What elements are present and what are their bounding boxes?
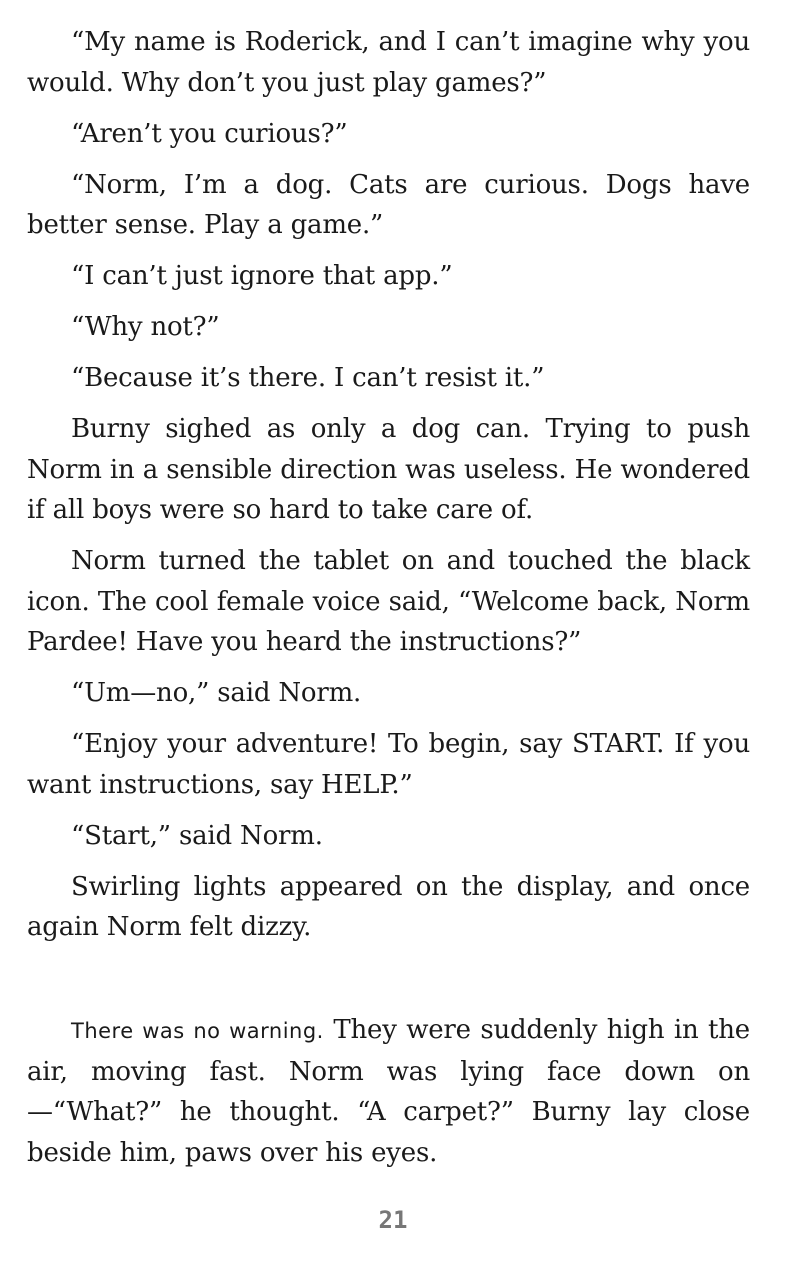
paragraph: “I can’t just ignore that app.”	[71, 261, 453, 291]
paragraph: “Because it’s there. I can’t resist it.”	[71, 363, 545, 393]
paragraph: Swirling lights appeared on the display, and once again Norm felt dizzy.	[27, 871, 750, 942]
page-number: 21	[378, 1206, 408, 1234]
paragraph: “Start,” said Norm.	[71, 820, 323, 851]
paragraph: “My name is Roderick, and I can’t imagine why you would. Why don’t you just play games?”	[27, 27, 750, 98]
paragraph: Norm turned the tablet on and touched the black icon. The cool female voice said, “Welcome back, Norm Pardee! Have you heard the instructions?”	[27, 546, 750, 657]
paragraph: “Aren’t you curious?”	[71, 118, 348, 149]
small-caps-lead-in: There was no warning.	[71, 1019, 324, 1043]
paragraph: “Norm, I’m a dog. Cats are curious. Dogs have better sense. Play a game.”	[27, 169, 750, 240]
page-body	[27, 22, 750, 1184]
paragraph: Burny sighed as only a dog can. Trying to push Norm in a sensible direction was useless. He wondered if all boys were so hard to take care of.	[27, 414, 750, 525]
paragraph: “Um—no,” said Norm.	[71, 678, 362, 708]
paragraph: “Enjoy your adventure! To begin, say START. If you want instructions, say HELP.”	[27, 729, 750, 800]
section-opening-text: They were suddenly high in the air, moving fast. Norm was lying face down on—“What?” he thought. “A carpet?” Burny lay close beside him, paws over his eyes.	[27, 1015, 750, 1168]
paragraph: “Why not?”	[71, 312, 220, 342]
section-break	[27, 958, 750, 1010]
section-opening-paragraph	[27, 1010, 750, 1173]
